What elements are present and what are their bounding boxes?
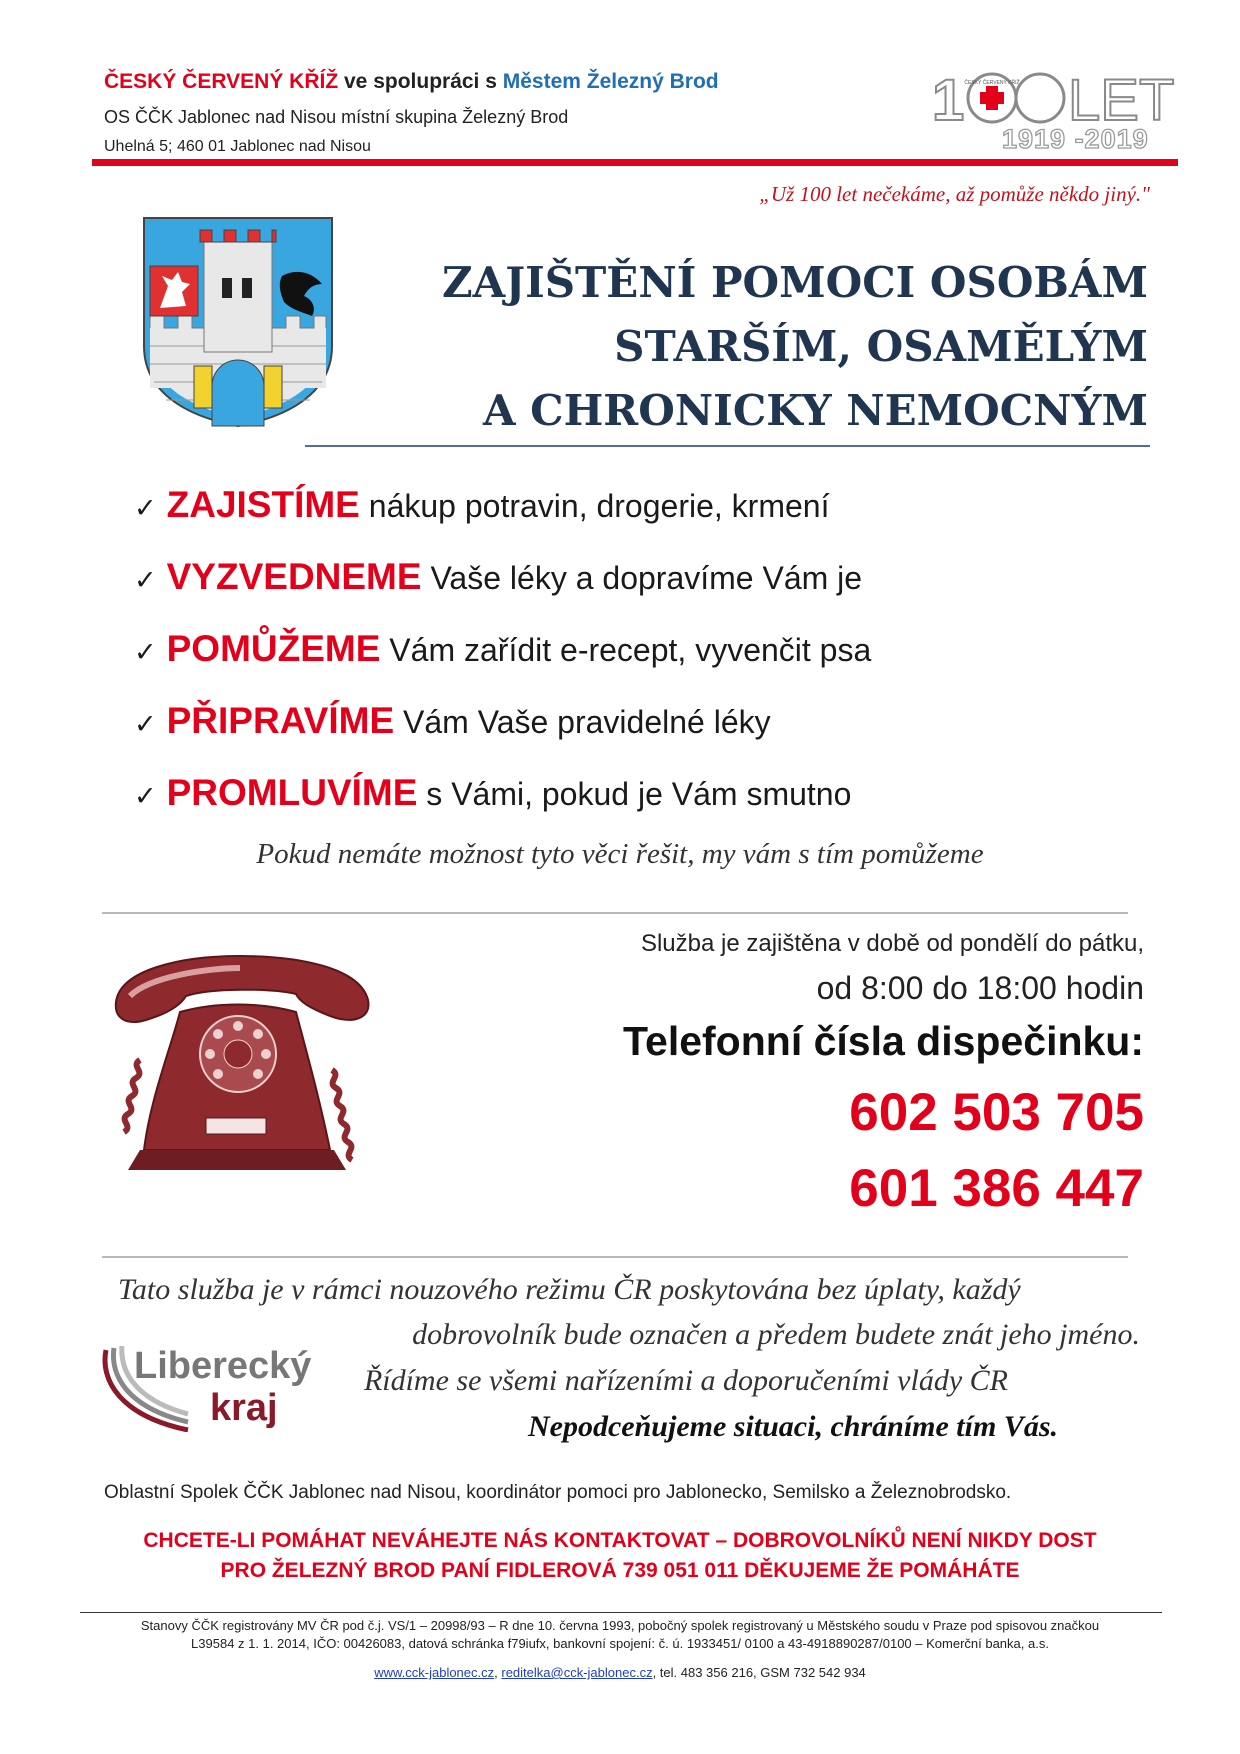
footer-contacts <box>0 1665 1240 1680</box>
website-link[interactable]: www.cck-jablonec.cz <box>374 1665 495 1680</box>
checkmark-icon: ✓ <box>134 781 157 812</box>
checkmark-icon: ✓ <box>134 637 157 668</box>
logo-org-text: ČESKÝ ČERVENÝ KŘÍŽ <box>964 80 1020 86</box>
volunteer-cta-1: CHCETE-LI POMÁHAT NEVÁHEJTE NÁS KONTAKTOVAT – DOBROVOLNÍKŮ NENÍ NIKDY DOST <box>143 1529 1097 1552</box>
phone-number-2[interactable]: 601 386 447 <box>849 1159 1144 1218</box>
org-address: Uhelná 5; 460 01 Jablonec nad Nisou <box>104 138 371 155</box>
bullet-keyword: POMŮŽEME <box>166 628 381 669</box>
service-hours: od 8:00 do 18:00 hodin <box>816 970 1144 1006</box>
bullet-item <box>134 556 862 598</box>
checkmark-icon: ✓ <box>134 493 157 524</box>
title-line-1: ZAJIŠTĚNÍ POMOCI OSOBÁM <box>441 258 1148 307</box>
header-organization <box>104 70 719 94</box>
footer-divider <box>80 1612 1162 1613</box>
volunteer-note: dobrovolník bude označen a předem budete znát jeho jméno. <box>412 1318 1140 1351</box>
city-name: Městem Železný Brod <box>502 70 719 93</box>
header-divider <box>92 159 1178 166</box>
title-line-3: A CHRONICKY NEMOCNÝM <box>482 386 1148 435</box>
bullet-text: s Vámi, pokud je Vám smutno <box>417 776 852 812</box>
free-service-note: Tato služba je v rámci nouzového režimu ČR poskytována bez úplaty, každý <box>118 1273 1021 1306</box>
region-logo-line1: Liberecký <box>134 1345 312 1387</box>
volunteer-cta-2: PRO ŽELEZNÝ BROD PANÍ FIDLEROVÁ 739 051 011 DĚKUJEME ŽE POMÁHÁTE <box>220 1559 1020 1582</box>
coat-of-arms-icon <box>142 216 334 428</box>
help-note: Pokud nemáte možnost tyto věci řešit, my vám s tím pomůžeme <box>256 838 984 870</box>
bullet-item <box>134 628 871 670</box>
section-divider <box>102 912 1128 914</box>
protection-note: Nepodceňujeme situaci, chráníme tím Vás. <box>528 1410 1058 1443</box>
bullet-keyword: PŘIPRAVÍME <box>166 700 395 741</box>
zero-ring <box>1016 74 1064 122</box>
bullet-item <box>134 484 829 526</box>
footer-phone-info: , tel. 483 356 216, GSM 732 542 934 <box>652 1665 866 1680</box>
org-name: ČESKÝ ČERVENÝ KŘÍŽ <box>104 70 339 93</box>
title-line-2: STARŠÍM, OSAMĚLÝM <box>614 322 1148 371</box>
bullet-keyword: ZAJISTÍME <box>166 484 360 525</box>
bullet-text: Vám Vaše pravidelné léky <box>394 704 771 740</box>
coordinator-info: Oblastní Spolek ČČK Jablonec nad Nisou, koordinátor pomoci pro Jablonecko, Semilsko a Železnobrodsko. <box>104 1482 1012 1503</box>
org-connector: ve spolupráci s <box>338 70 503 93</box>
bullet-keyword: VYZVEDNEME <box>166 556 422 597</box>
section-divider <box>102 1256 1128 1258</box>
bullet-item <box>134 700 771 742</box>
anniversary-digit: 1 <box>932 68 965 133</box>
footer-sep: , <box>494 1665 502 1680</box>
bullet-item <box>134 772 851 814</box>
red-cross-icon-h <box>980 92 1004 104</box>
government-note: Řídíme se všemi nařízeními a doporučeními vlády ČR <box>363 1364 1008 1397</box>
checkmark-icon: ✓ <box>134 709 157 740</box>
anniversary-years: 1919 -2019 <box>1002 124 1149 154</box>
liberecky-kraj-logo <box>100 1340 332 1432</box>
motto: „Už 100 let nečekáme, až pomůže někdo jiný." <box>759 182 1150 206</box>
bullet-text: nákup potravin, drogerie, krmení <box>359 488 830 524</box>
anniversary-suffix: LET <box>1068 68 1175 133</box>
bullet-text: Vám zařídit e-recept, vyvenčit psa <box>380 632 872 668</box>
title-underline <box>305 445 1150 447</box>
service-days: Služba je zajištěna v době od pondělí do pátku, <box>640 930 1144 957</box>
region-logo-line2: kraj <box>210 1387 278 1429</box>
org-branch: OS ČČK Jablonec nad Nisou místní skupina Železný Brod <box>104 107 569 127</box>
phones-heading: Telefonní čísla dispečinku: <box>623 1018 1144 1064</box>
email-link[interactable]: reditelka@cck-jablonec.cz <box>501 1665 653 1680</box>
checkmark-icon: ✓ <box>134 565 157 596</box>
footer-legal-2: L39584 z 1. 1. 2014, IČO: 00426083, datová schránka f79iufx, bankovní spojení: č. ú. 1933451/ 0100 a 43-4918890287/0100 – Komerční banka, a.s. <box>191 1636 1049 1651</box>
footer-legal-1: Stanovy ČČK registrovány MV ČR pod č.j. VS/1 – 20998/93 – R dne 10. června 1993, pobočný spolek registrovaný u Městského soudu v Praze pod spisovou značkou <box>140 1618 1100 1633</box>
phone-number-1[interactable]: 602 503 705 <box>849 1083 1144 1142</box>
bullet-text: Vaše léky a dopravíme Vám je <box>421 560 863 596</box>
bullet-keyword: PROMLUVÍME <box>166 772 418 813</box>
rotary-phone-icon <box>110 950 378 1190</box>
